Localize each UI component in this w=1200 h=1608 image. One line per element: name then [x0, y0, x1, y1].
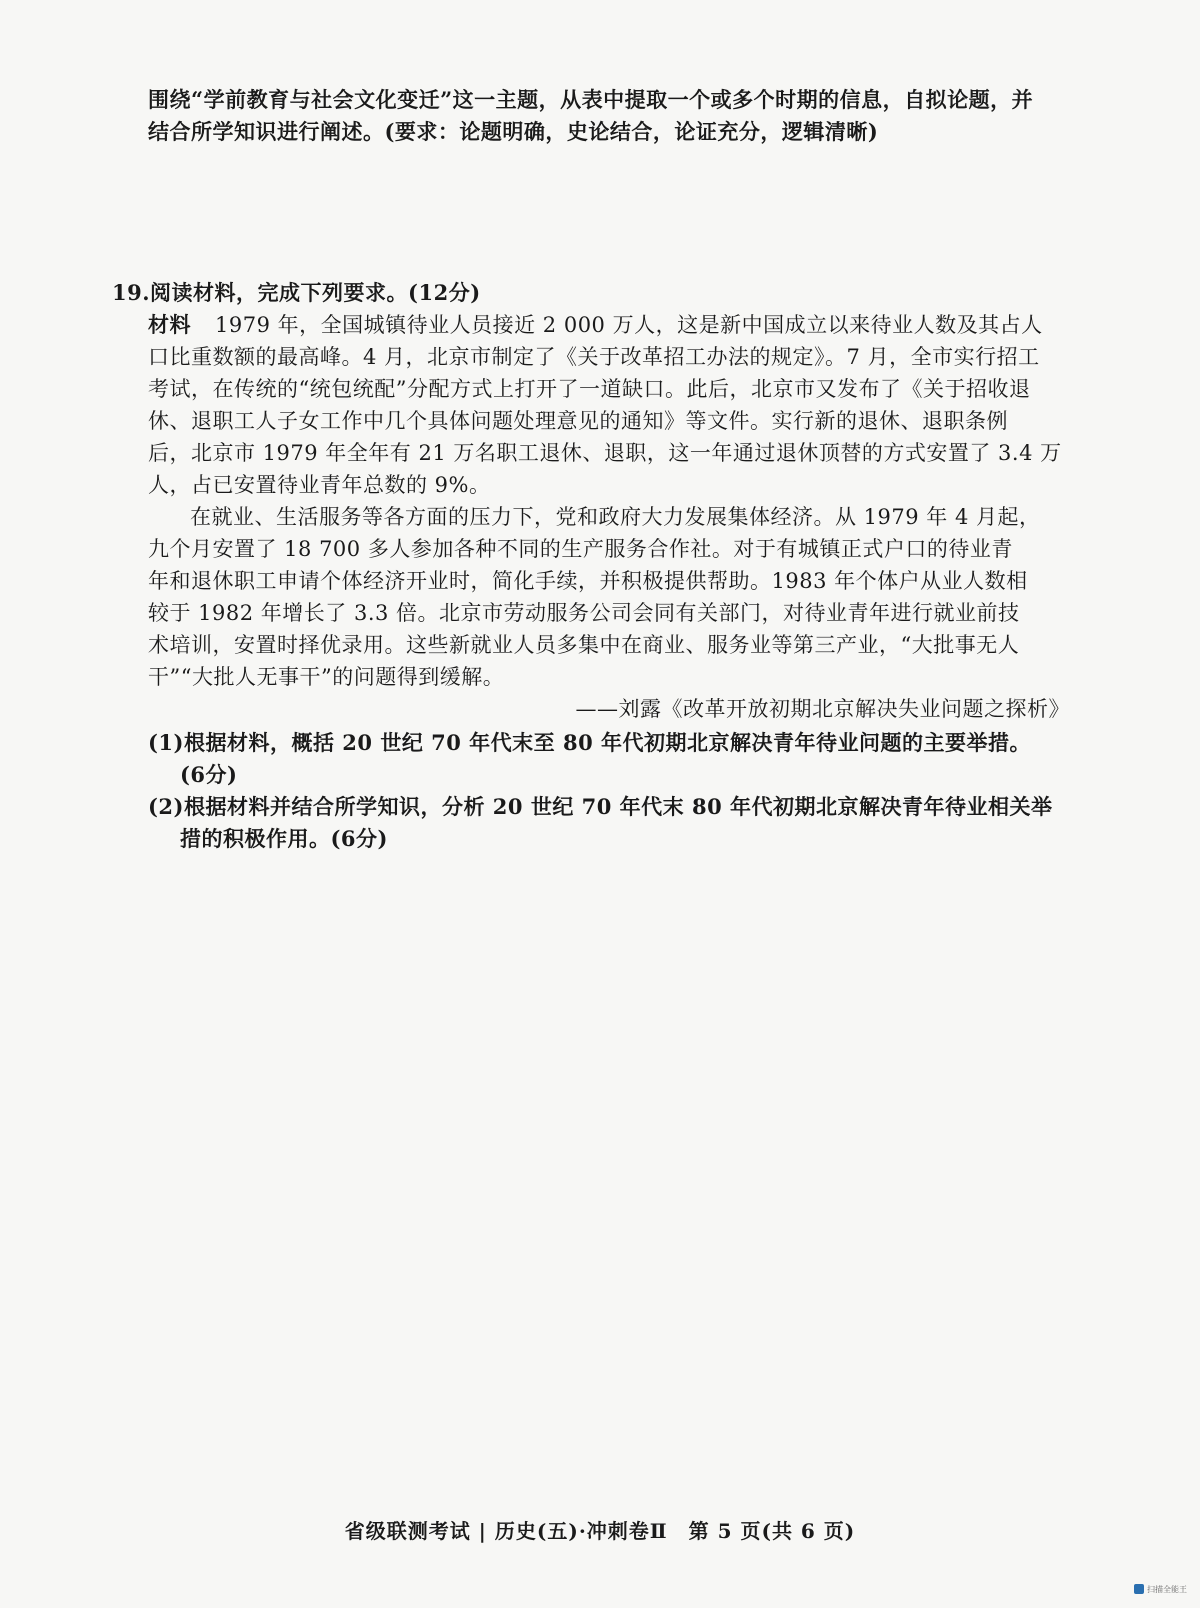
material-p1-line: 后，北京市 1979 年全年有 21 万名职工退休、退职，这一年通过退休顶替的方式安置了 3.4 万: [148, 441, 1062, 465]
sub-question-2-line-2: 措的积极作用。(6分): [180, 826, 388, 851]
material-p2-line: 在就业、生活服务等各方面的压力下，党和政府大力发展集体经济。从 1979 年 4 月起，: [190, 505, 1041, 529]
scanner-logo-icon: [1134, 1584, 1144, 1594]
intro-line-2: 结合所学知识进行阐述。(要求：论题明确，史论结合，论证充分，逻辑清晰): [148, 119, 879, 144]
question-19-header: 19.阅读材料，完成下列要求。(12分): [112, 280, 481, 305]
material-p2-line: 九个月安置了 18 700 多人参加各种不同的生产服务合作社。对于有城镇正式户口的待业青: [148, 537, 1013, 561]
material-p1-line: 口比重数额的最高峰。4 月，北京市制定了《关于改革招工办法的规定》。7 月，全市实行招工: [148, 345, 1040, 369]
material-p1-line: 休、退职工人子女工作中几个具体问题处理意见的通知》等文件。实行新的退休、退职条例: [148, 409, 1008, 433]
material-source: ——刘露《改革开放初期北京解决失业问题之探析》: [575, 697, 1070, 721]
material-label: 材料: [148, 312, 191, 337]
material-p2-line: 较于 1982 年增长了 3.3 倍。北京市劳动服务公司会同有关部门，对待业青年进行就业前技: [148, 601, 1020, 625]
material-p2-line: 年和退休职工申请个体经济开业时，简化手续，并积极提供帮助。1983 年个体户从业人数相: [148, 569, 1028, 593]
sub-question-1: (1)根据材料，概括 20 世纪 70 年代末至 80 年代初期北京解决青年待业问题的主要举措。: [148, 730, 1032, 755]
material-p2-line: 术培训，安置时择优录用。这些新就业人员多集中在商业、服务业等第三产业，“大批事无人: [148, 633, 1020, 657]
sub-question-2: (2)根据材料并结合所学知识，分析 20 世纪 70 年代末 80 年代初期北京解决青年待业相关举: [148, 794, 1053, 819]
material-p2-line: 干”“大批人无事干”的问题得到缓解。: [148, 665, 505, 689]
scanner-watermark: [1134, 1580, 1192, 1598]
sub-question-1-score: (6分): [180, 762, 238, 787]
material-p1-line: 考试，在传统的“统包统配”分配方式上打开了一道缺口。此后，北京市又发布了《关于招收退: [148, 377, 1031, 401]
material-p1-line: 人，占已安置待业青年总数的 9%。: [148, 473, 491, 497]
watermark-text: 扫描全能王: [1147, 1584, 1187, 1594]
intro-line-1: 围绕“学前教育与社会文化变迁”这一主题，从表中提取一个或多个时期的信息，自拟论题，并: [148, 87, 1034, 112]
material-p1-line: 1979 年，全国城镇待业人员接近 2 000 万人，这是新中国成立以来待业人数及其占人: [215, 313, 1043, 337]
page-footer: 省级联测考试 | 历史(五)·冲刺卷Ⅱ 第 5 页(共 6 页): [344, 1519, 856, 1543]
